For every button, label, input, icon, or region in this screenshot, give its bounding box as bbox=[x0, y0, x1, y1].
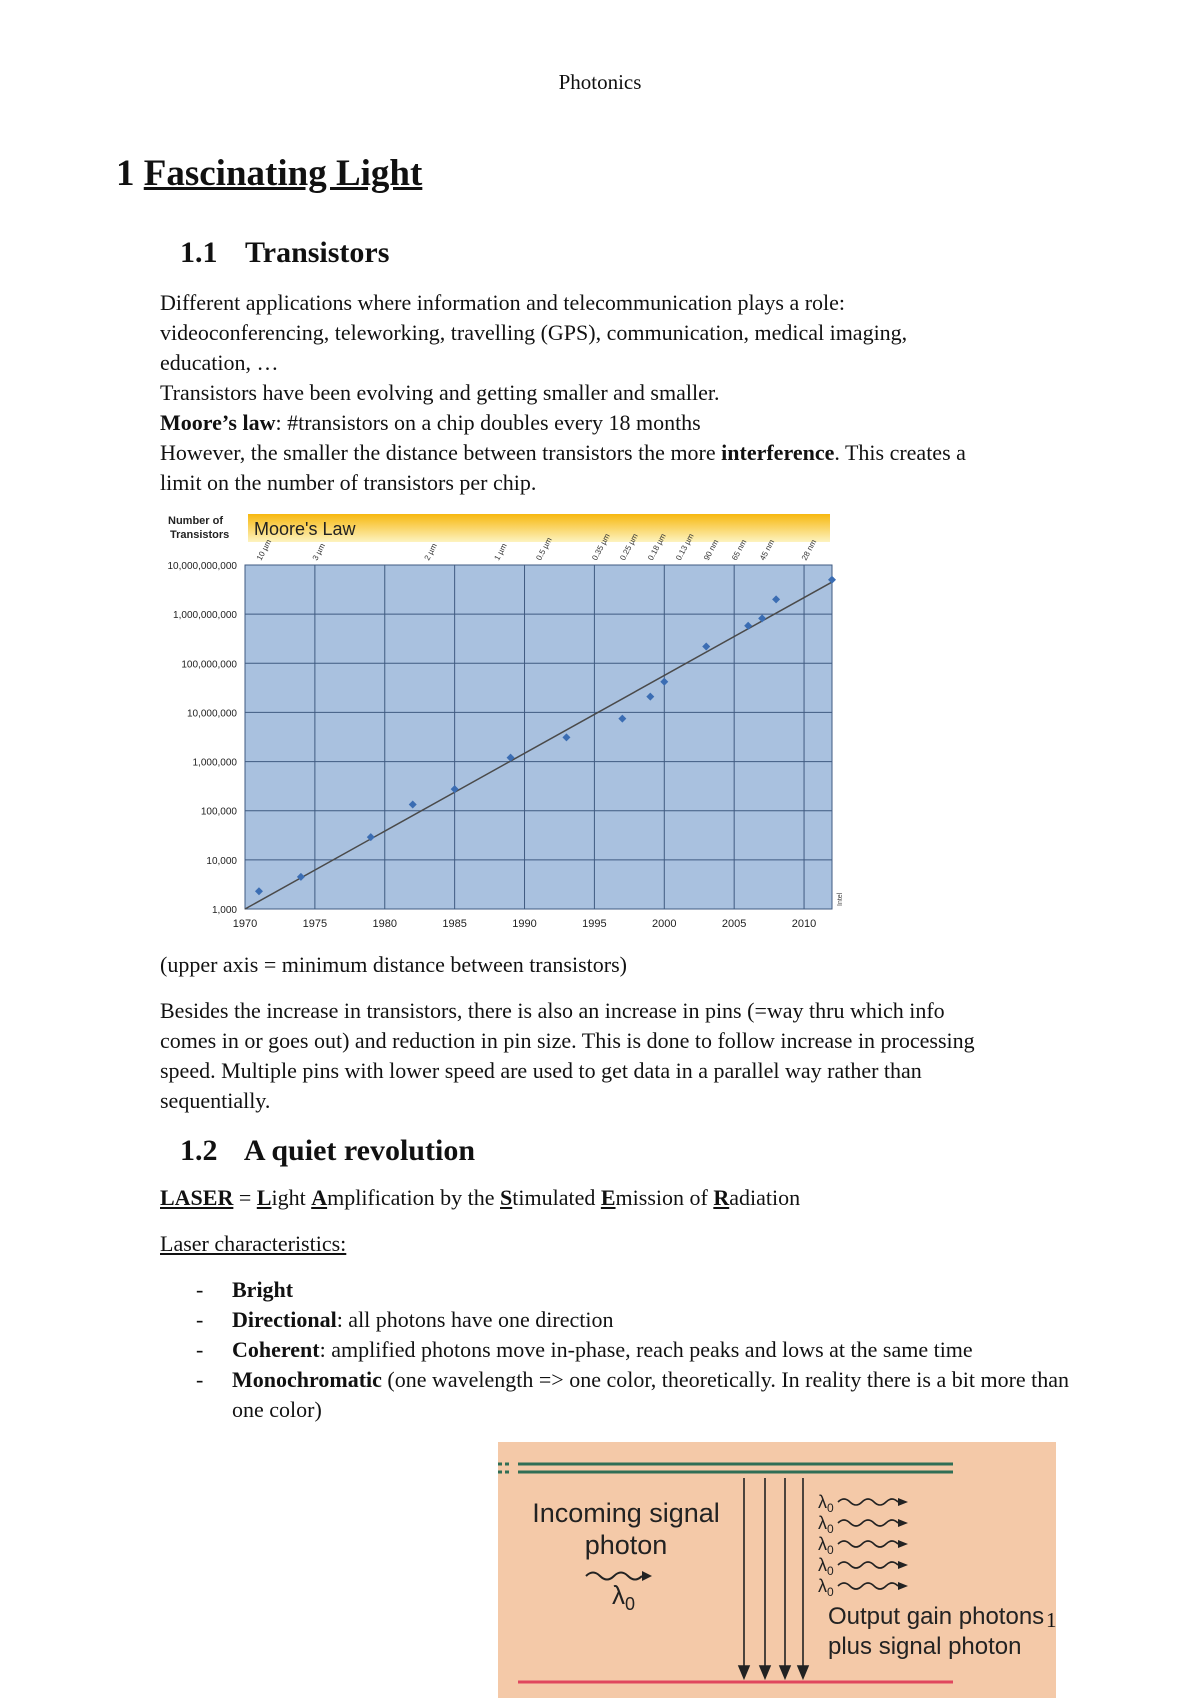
laser-acronym: LASER bbox=[160, 1185, 234, 1210]
x-tick-label: 1995 bbox=[582, 918, 607, 930]
moore-law-term: Moore’s law bbox=[160, 410, 276, 435]
list-item: - Bright bbox=[196, 1277, 294, 1302]
interference-term: interference bbox=[721, 440, 835, 465]
section-number: 1.1 bbox=[180, 236, 218, 269]
characteristic-term: Monochromatic bbox=[232, 1367, 382, 1392]
output-lambda: $\lambda_0$ bbox=[818, 1534, 834, 1557]
moore-law-line bbox=[160, 408, 1060, 438]
acronym-letter: R bbox=[713, 1185, 730, 1210]
text-line: limit on the number of transistors per chip. bbox=[160, 470, 537, 495]
chart-credit: Intel bbox=[837, 892, 844, 906]
x-tick-label: 2010 bbox=[791, 918, 817, 930]
characteristic-term: Directional bbox=[232, 1307, 337, 1332]
y-axis-label-line2: Transistors bbox=[170, 529, 230, 541]
x-axis-ticks bbox=[233, 918, 817, 930]
y-axis-label-line1: Number of bbox=[168, 515, 223, 527]
text-span: . This creates a bbox=[834, 440, 966, 465]
text-span: adiation bbox=[729, 1185, 801, 1210]
y-tick-label: 10,000,000 bbox=[186, 708, 237, 720]
y-tick-label: 1,000,000 bbox=[192, 757, 237, 769]
text-line: speed. Multiple pins with lower speed are used to get data in a parallel way rather than bbox=[160, 1058, 922, 1083]
incoming-lambda: $\lambda_0$ bbox=[612, 1580, 636, 1614]
upper-axis-label: 0.18 µm bbox=[646, 532, 668, 562]
y-tick-label: 100,000 bbox=[200, 806, 237, 818]
text-line: sequentially. bbox=[160, 1088, 271, 1113]
text-line: comes in or goes out) and reduction in pin size. This is done to follow increase in processing bbox=[160, 1028, 975, 1053]
acronym-letter: L bbox=[256, 1185, 272, 1210]
pins-paragraph bbox=[160, 996, 1060, 1116]
x-tick-label: 1975 bbox=[302, 918, 328, 930]
upper-axis-label: 0.5 µm bbox=[534, 535, 554, 562]
chapter-number: 1 bbox=[116, 153, 135, 194]
acronym-letter: A bbox=[311, 1185, 328, 1210]
upper-axis-label: 1 µm bbox=[492, 541, 509, 562]
laser-characteristics-heading: Laser characteristics: bbox=[160, 1231, 347, 1256]
characteristic-term: Coherent bbox=[232, 1337, 320, 1362]
characteristic-desc: : all photons have one direction bbox=[336, 1307, 614, 1332]
text-line: Different applications where information and telecommunication plays a role: bbox=[160, 290, 846, 315]
list-item: - Directional: all photons have one direction bbox=[196, 1307, 614, 1332]
moores-law-chart bbox=[160, 508, 860, 938]
output-label-line1: Output gain photons bbox=[828, 1603, 1045, 1630]
chart-title: Moore's Law bbox=[254, 519, 356, 539]
upper-axis-label: 0.13 µm bbox=[674, 532, 696, 562]
x-tick-label: 2000 bbox=[652, 918, 677, 930]
text-span: However, the smaller the distance between transistors the more bbox=[160, 440, 722, 465]
text-span: mplification by the bbox=[327, 1185, 500, 1210]
output-lambda: $\lambda_0$ bbox=[818, 1555, 834, 1578]
acronym-letter: S bbox=[500, 1185, 513, 1210]
moore-law-definition: : #transistors on a chip doubles every 18 months bbox=[275, 410, 701, 435]
text-span: mission of bbox=[615, 1185, 714, 1210]
incoming-label-line2: photon bbox=[584, 1530, 668, 1560]
chart-caption: (upper axis = minimum distance between transistors) bbox=[160, 952, 627, 977]
output-label-line2: plus signal photon bbox=[828, 1633, 1022, 1660]
text-line: videoconferencing, teleworking, travelling (GPS), communication, medical imaging, bbox=[160, 320, 908, 345]
incoming-label-line1: Incoming signal bbox=[532, 1498, 720, 1528]
text-span: ight bbox=[271, 1185, 312, 1210]
output-lambda: $\lambda_0$ bbox=[818, 1513, 834, 1536]
acronym-letter: E bbox=[600, 1185, 616, 1210]
text-line: Transistors have been evolving and getting smaller and smaller. bbox=[160, 380, 720, 405]
x-tick-label: 1970 bbox=[232, 918, 258, 930]
transistors-intro bbox=[160, 288, 1060, 498]
upper-axis-label: 65 nm bbox=[729, 538, 749, 562]
page-number: 1 bbox=[1046, 1608, 1057, 1632]
characteristic-term: Bright bbox=[232, 1277, 294, 1302]
upper-axis-label: 45 nm bbox=[757, 538, 777, 562]
list-item: - Coherent: amplified photons move in-phase, reach peaks and lows at the same time bbox=[196, 1337, 973, 1362]
section-heading-transistors bbox=[180, 236, 389, 270]
characteristic-desc: (one wavelength => one color, theoretically. In reality there is a bit more than one color) bbox=[232, 1367, 1070, 1422]
upper-axis-label: 28 nm bbox=[799, 538, 819, 562]
upper-axis-label: 0.25 µm bbox=[618, 532, 640, 562]
list-item: - Monochromatic (one wavelength => one color, theoretically. In reality there is a bit more than one color) bbox=[196, 1367, 1070, 1422]
x-tick-label: 1985 bbox=[442, 918, 467, 930]
characteristic-desc: : amplified photons move in-phase, reach peaks and lows at the same time bbox=[319, 1337, 973, 1362]
x-tick-label: 2005 bbox=[721, 918, 747, 930]
chapter-title: Fascinating Light bbox=[143, 153, 423, 194]
y-tick-label: 10,000,000,000 bbox=[167, 561, 237, 572]
stimulated-emission-diagram bbox=[498, 1442, 1056, 1698]
plot-area bbox=[245, 565, 832, 909]
text-span: = bbox=[233, 1185, 257, 1210]
upper-axis-label: 0.35 µm bbox=[590, 532, 612, 562]
x-tick-label: 1990 bbox=[512, 918, 537, 930]
y-tick-label: 1,000,000,000 bbox=[173, 610, 237, 622]
text-line: Besides the increase in transistors, there is also an increase in pins (=way thru which info bbox=[160, 998, 945, 1023]
laser-definition bbox=[160, 1183, 1060, 1213]
upper-axis-label: 10 µm bbox=[254, 537, 274, 562]
laser-characteristics-list bbox=[196, 1275, 1076, 1425]
running-header: Photonics bbox=[558, 70, 642, 94]
section-title: A quiet revolution bbox=[243, 1134, 475, 1167]
section-heading-quiet-revolution bbox=[180, 1134, 475, 1168]
section-title: Transistors bbox=[244, 236, 390, 269]
output-lambda: $\lambda_0$ bbox=[818, 1576, 834, 1599]
text-span: timulated bbox=[512, 1185, 601, 1210]
section-number: 1.2 bbox=[180, 1134, 218, 1167]
upper-axis-label: 2 µm bbox=[422, 541, 439, 562]
upper-axis-label: 90 nm bbox=[702, 538, 721, 562]
y-tick-label: 1,000 bbox=[211, 905, 237, 916]
x-tick-label: 1980 bbox=[372, 918, 398, 930]
y-tick-label: 100,000,000 bbox=[181, 659, 237, 671]
upper-axis-label: 3 µm bbox=[310, 541, 328, 562]
chapter-heading bbox=[116, 152, 422, 195]
y-axis-ticks bbox=[167, 561, 237, 916]
y-tick-label: 10,000 bbox=[206, 855, 237, 867]
interference-line bbox=[160, 438, 1060, 468]
output-lambda: $\lambda_0$ bbox=[818, 1492, 834, 1515]
text-line: education, … bbox=[160, 350, 279, 375]
